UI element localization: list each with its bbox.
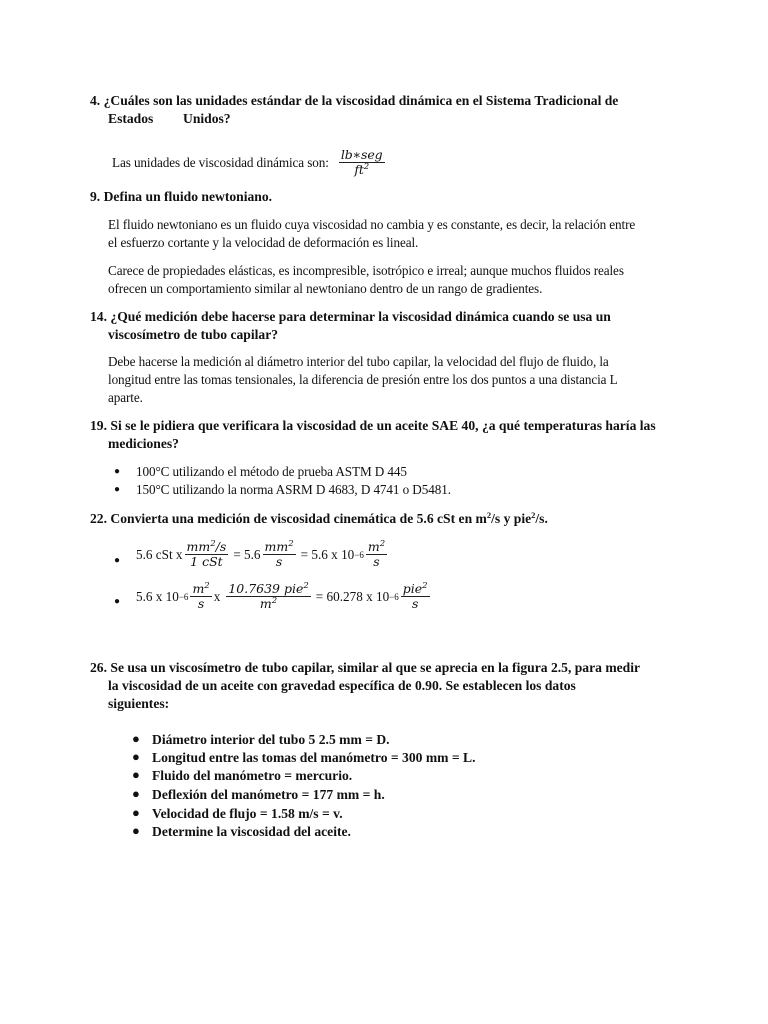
- q14-answer-line3: aparte.: [108, 390, 143, 405]
- q4-title-line1: 4. ¿Cuáles son las unidades estándar de la viscosidad dinámica en el Sistema Tradicional de: [90, 93, 619, 108]
- q4-frac-num: lb∗seg: [340, 147, 383, 162]
- q4-units-fraction: [339, 148, 385, 177]
- eq2-f2-num-exp: 2: [303, 581, 309, 591]
- q26-bullet-3: Fluido del manómetro = mercurio.: [152, 768, 353, 783]
- eq1-f3-num-base: m: [367, 539, 380, 554]
- q22-title-sup1: 2: [486, 510, 492, 520]
- q14-answer-line2: longitud entre las tomas tensionales, la diferencia de presión entre los dos puntos a una distancia L: [108, 372, 618, 387]
- eq1-mid: = 5.6: [233, 546, 261, 562]
- bullet-dot: ●: [114, 555, 121, 566]
- q9-p2-line2: ofrecen un comportamiento similar al newtoniano dentro de un rango de gradientes.: [108, 281, 543, 296]
- q22-title: [90, 510, 548, 528]
- eq1-f1-num-exp: 2: [210, 539, 216, 549]
- eq1-fraction-3: [366, 540, 387, 569]
- q14-title-line1: 14. ¿Qué medición debe hacerse para determinar la viscosidad dinámica cuando se usa un: [90, 309, 611, 324]
- q22-title-a: 22. Convierta una medición de viscosidad cinemática de 5.6 cSt en m: [90, 511, 487, 526]
- q4-frac-den-exp: 2: [363, 162, 370, 172]
- eq1-f1-den: 1 cSt: [190, 554, 223, 569]
- q22-title-c: /s.: [535, 511, 548, 526]
- bullet-dot: ●: [132, 731, 140, 746]
- eq1-f3-num: [366, 540, 387, 555]
- eq2-f2-num-base: 10.7639 pie: [228, 581, 304, 596]
- eq2-f2-num: [226, 582, 310, 597]
- bullet-dot: ●: [132, 749, 140, 764]
- eq1-f2-num-exp: 2: [288, 539, 294, 549]
- eq1-f3-den: s: [373, 554, 380, 569]
- q26-bullet-6: Determine la viscosidad del aceite.: [152, 824, 351, 839]
- q19-bullet-2: 150°C utilizando la norma ASRM D 4683, D 4741 o D5481.: [136, 482, 451, 497]
- q26-bullet-5: Velocidad de flujo = 1.58 m/s = v.: [152, 806, 343, 821]
- eq1-fraction-1: [185, 540, 229, 569]
- q26-bullet-1: Diámetro interior del tubo 5 2.5 mm = D.: [152, 732, 390, 747]
- eq2-lead: 5.6 x 10: [136, 588, 179, 604]
- q22-equation-2: 5.6 x 10 −6 $\frac{m^2}{s}$ x $\frac{10.7639 pie^2}{m^2}$ = 60.278 x 10 −6 $\frac{pie^2}{s}$: [136, 581, 428, 611]
- eq1-fraction-2: [263, 540, 296, 569]
- eq2-f1-num: [190, 582, 211, 597]
- q14-answer-line1: Debe hacerse la medición al diámetro interior del tubo capilar, la velocidad del flujo de fluido, la: [108, 354, 609, 369]
- eq2-fraction-1: [190, 582, 211, 611]
- eq2-f3-den: s: [411, 596, 419, 611]
- eq2-f3-num: [401, 582, 430, 597]
- eq2-x: x: [213, 588, 221, 604]
- q19-title-line2: mediciones?: [108, 436, 179, 451]
- q26-title-line2: la viscosidad de un aceite con gravedad específica de 0.90. Se establecen los datos: [108, 678, 576, 693]
- eq2-f1-num-base: m: [192, 581, 205, 596]
- q9-title: 9. Defina un fluido newtoniano.: [90, 189, 273, 204]
- eq2-f2-den-base: m: [259, 596, 272, 611]
- eq2-mid: = 60.278 x 10: [315, 588, 390, 604]
- eq1-f3-num-exp: 2: [379, 539, 386, 549]
- bullet-dot: ●: [114, 484, 121, 495]
- q9-p1-line1: El fluido newtoniano es un fluido cuya viscosidad no cambia y es constante, es decir, la relación entre: [108, 217, 636, 232]
- q4-answer-lead: Las unidades de viscosidad dinámica son:: [112, 154, 329, 170]
- q14-title-line2: viscosímetro de tubo capilar?: [108, 327, 279, 342]
- q26-title-line3: siguientes:: [108, 696, 170, 711]
- bullet-dot: ●: [114, 466, 121, 477]
- eq1-f2-num: [263, 540, 296, 555]
- q4-title-line2-b: Unidos?: [183, 111, 231, 126]
- eq2-fraction-3: [401, 582, 430, 611]
- eq2-f1-den: s: [197, 596, 205, 611]
- q4-title-line2-a: Estados: [108, 111, 154, 126]
- eq1-f1-num-tail: /s: [215, 539, 227, 554]
- eq2-fraction-2: [226, 582, 310, 611]
- bullet-dot: ●: [132, 805, 140, 820]
- q22-equation-1: 5.6 cSt x $\frac{mm^2/s}{\text{1 cSt}}$ = 5.6 $\frac{mm^2}{s}$ = 5.6 x 10 −6 $\frac{m^2}{s}$: [136, 539, 386, 569]
- bullet-dot: ●: [114, 596, 121, 607]
- q22-title-b: /s y pie: [491, 511, 532, 526]
- q26-bullet-2: Longitud entre las tomas del manómetro = 300 mm = L.: [152, 750, 476, 765]
- q19-title-line1: 19. Si se le pidiera que verificara la viscosidad de un aceite SAE 40, ¿a qué temperaturas haría las: [90, 418, 656, 433]
- eq1-f2-num-base: mm: [264, 539, 289, 554]
- eq1-mid2: = 5.6 x 10: [300, 546, 355, 562]
- eq2-f2-den: [258, 597, 279, 611]
- eq1-f2-den: s: [275, 554, 283, 569]
- q4-frac-den: ft: [354, 162, 364, 177]
- eq2-f3-num-base: pie: [402, 581, 423, 596]
- q4-answer: [112, 148, 387, 177]
- q26-title-line1: 26. Se usa un viscosímetro de tubo capilar, similar al que se aprecia en la figura 2.5, para medir: [90, 660, 641, 675]
- eq1-lead: 5.6 cSt x: [136, 546, 183, 562]
- bullet-dot: ●: [132, 786, 140, 801]
- bullet-dot: ●: [132, 767, 140, 782]
- eq1-f1-num: [185, 540, 229, 555]
- q9-p1-line2: el esfuerzo cortante y la velocidad de deformación es lineal.: [108, 235, 419, 250]
- eq2-f3-num-exp: 2: [422, 581, 428, 591]
- q22-title-sup2: 2: [531, 510, 536, 520]
- bullet-dot: ●: [132, 823, 140, 838]
- q26-bullet-4: Deflexión del manómetro = 177 mm = h.: [152, 787, 385, 802]
- eq1-f1-num-base: mm: [186, 539, 211, 554]
- eq2-f1-num-exp: 2: [204, 581, 210, 591]
- eq2-f2-den-exp: 2: [271, 596, 278, 606]
- q4-frac-den-wrap: [352, 163, 371, 177]
- q9-p2-line1: Carece de propiedades elásticas, es incompresible, isotrópico e irreal; aunque muchos fluidos reales: [108, 263, 624, 278]
- q19-bullet-1: 100°C utilizando el método de prueba ASTM D 445: [136, 464, 407, 479]
